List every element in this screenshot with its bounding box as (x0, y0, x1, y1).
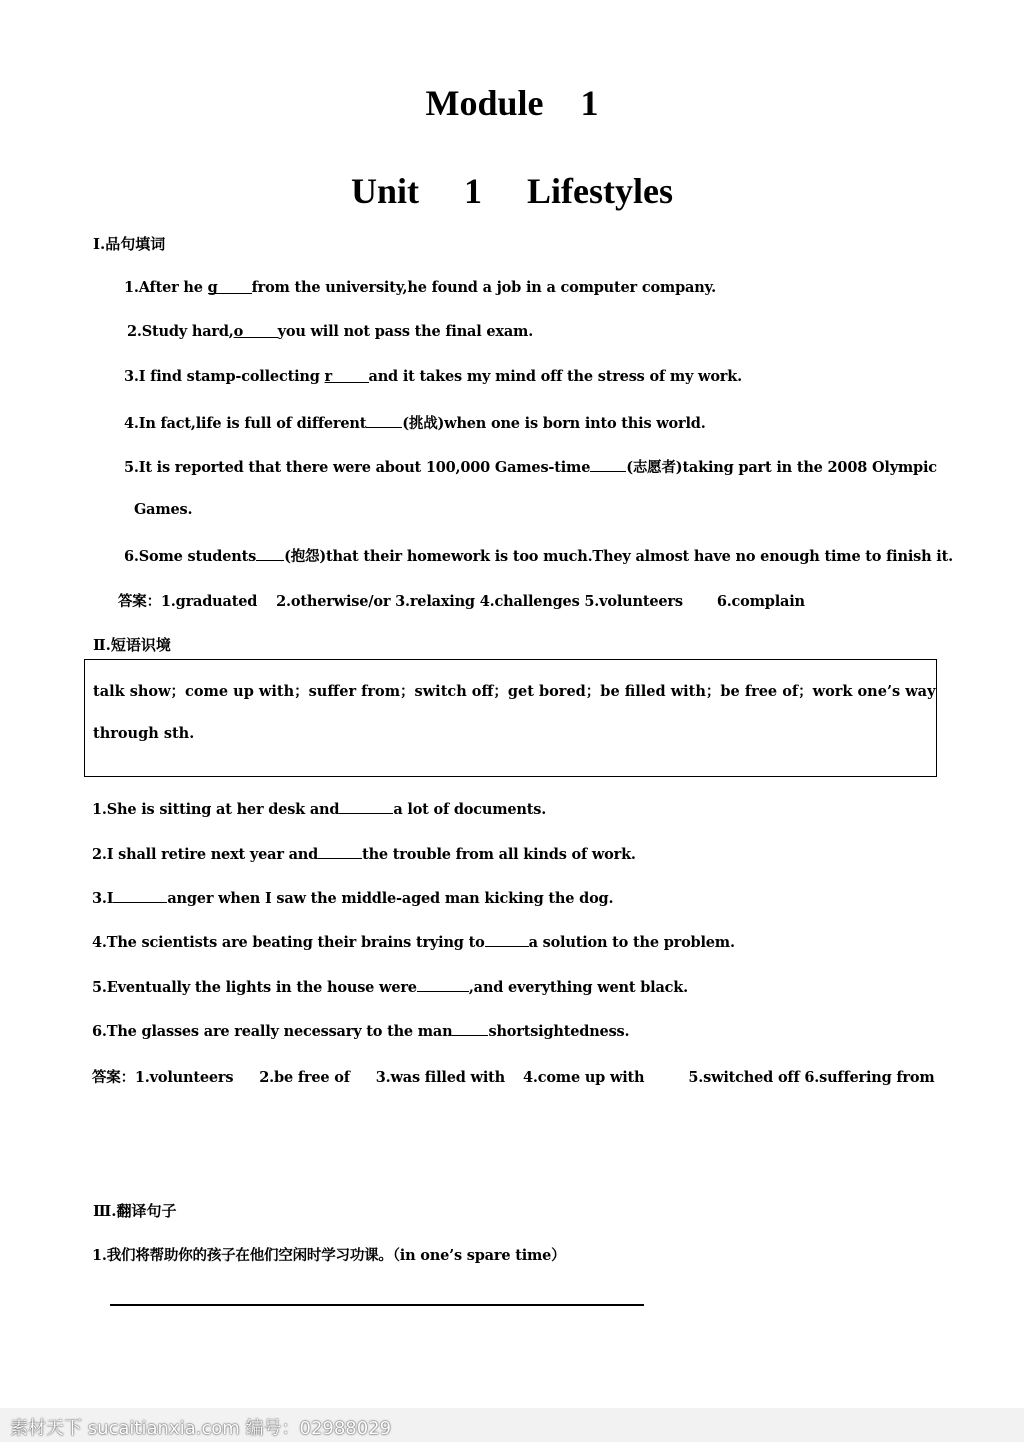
section2-heading: Ⅱ.短语识境 (93, 636, 171, 654)
phrase-list-line-2: through sth. (93, 725, 195, 742)
section2-item-6: 6.The glasses are really necessary to the man shortsightedness. (92, 1023, 630, 1040)
answer-blank[interactable] (339, 799, 393, 814)
answer-blank[interactable] (590, 457, 626, 472)
watermark-bar (0, 1408, 1024, 1442)
section1-item-1: 1.After he g from the university,he found a job in a computer company. (124, 279, 716, 296)
section2-item-1: 1.She is sitting at her desk and a lot of documents. (92, 801, 547, 818)
section2-item-3: 3.I anger when I saw the middle-aged man kicking the dog. (92, 890, 614, 907)
translation-answer-line[interactable] (110, 1304, 644, 1306)
section1-item-5-cont: Games. (134, 501, 193, 518)
section1-item-5: 5.It is reported that there were about 100,000 Games-time (志愿者)taking part in the 2008 Olympic (124, 459, 937, 476)
section2-item-2: 2.I shall retire next year and the trouble from all kinds of work. (92, 846, 636, 863)
module-title: Module 1 (425, 83, 599, 123)
answer-blank[interactable] (256, 546, 284, 561)
section1-answers: 答案：1.graduated 2.otherwise/or 3.relaxing 4.challenges 5.volunteers 6.complain (118, 593, 805, 610)
phrase-list-line-1: talk show；come up with；suffer from；switch off；get bored；be filled with；be free of；work one’s way (93, 683, 936, 700)
unit-title: Unit 1 Lifestyles (351, 171, 673, 211)
answer-blank[interactable] (485, 932, 529, 947)
section2-item-4: 4.The scientists are beating their brains trying to a solution to the problem. (92, 934, 735, 951)
section1-heading: Ⅰ.品句填词 (93, 235, 166, 253)
answer-blank[interactable] (452, 1021, 488, 1036)
answer-label: 答案： (118, 593, 161, 610)
phrase-box (84, 659, 937, 777)
section2-answers: 答案：1.volunteers 2.be free of 3.was filled with 4.come up with 5.switched off 6.suffering from (92, 1069, 935, 1086)
section1-item-3: 3.I find stamp-collecting r and it takes my mind off the stress of my work. (124, 368, 742, 385)
section1-item-4: 4.In fact,life is full of different (挑战)when one is born into this world. (124, 415, 706, 432)
answer-blank[interactable] (113, 888, 167, 903)
answer-label: 答案： (92, 1069, 135, 1086)
answer-blank[interactable]: o (234, 323, 278, 338)
answer-blank[interactable]: g (208, 279, 252, 294)
section1-item-6: 6.Some students (抱怨)that their homework is too much.They almost have no enough time to finish it. (124, 548, 953, 565)
answer-blank[interactable]: r (325, 368, 369, 383)
section2-item-5: 5.Eventually the lights in the house were ,and everything went black. (92, 979, 688, 996)
answer-blank[interactable] (318, 844, 362, 859)
section3-heading: Ⅲ.翻译句子 (93, 1202, 177, 1220)
answer-blank[interactable] (366, 413, 402, 428)
watermark-text: 素材天下 sucaitianxia.com 编号：02988029 (10, 1418, 392, 1439)
answer-blank[interactable] (417, 977, 469, 992)
section1-item-2: 2.Study hard,o you will not pass the final exam. (127, 323, 534, 340)
section3-item-1: 1.我们将帮助你的孩子在他们空闲时学习功课。（in one’s spare time） (92, 1247, 566, 1264)
